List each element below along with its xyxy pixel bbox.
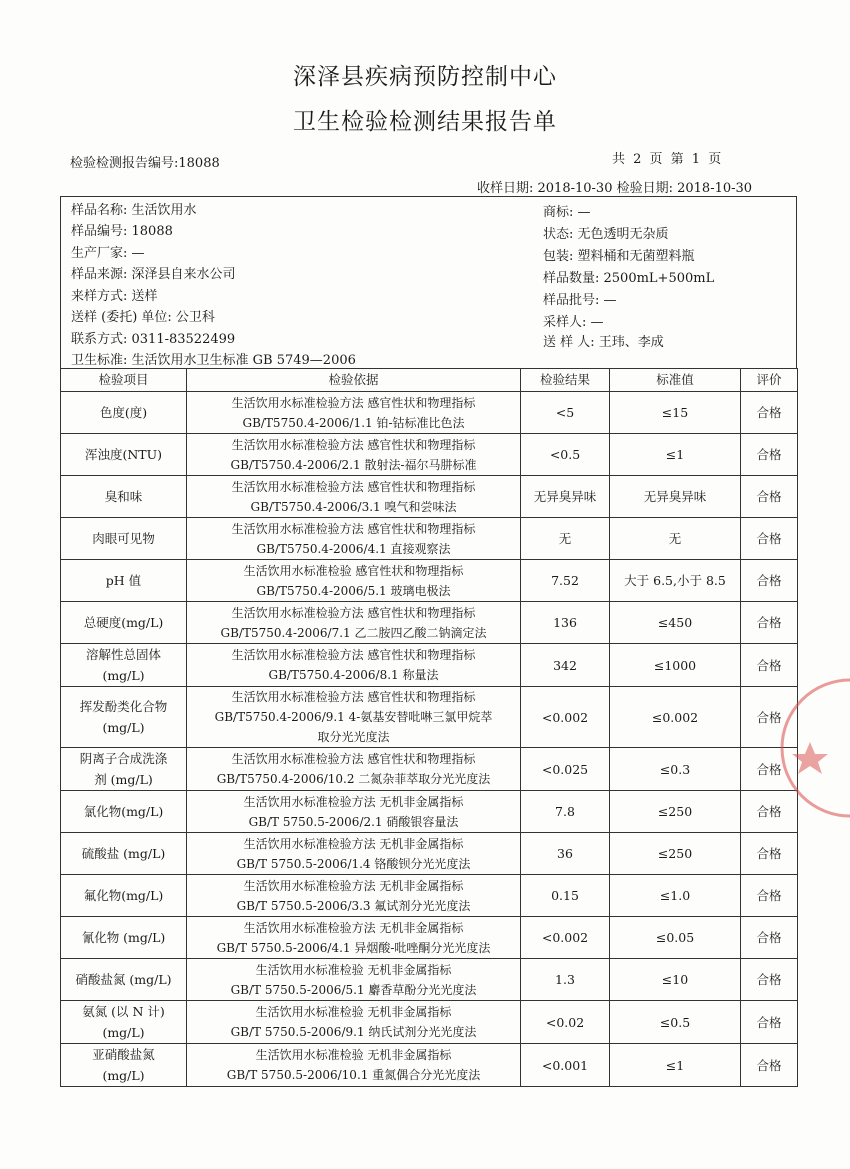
table-row: [61, 602, 798, 644]
item-line: 溶解性总固体: [85, 647, 161, 662]
org-title: 深泽县疾病预防控制中心: [293, 64, 557, 90]
page-count: 共 2 页 第 1 页: [612, 152, 722, 167]
standard-cell: ≤450: [610, 602, 741, 644]
basis-cell: [187, 560, 521, 602]
receive-test-dates: 收样日期: 2018-10-30 检验日期: 2018-10-30: [477, 181, 753, 196]
basis-line: GB/T 5750.5-2006/3.3 氟试剂分光光度法: [236, 898, 471, 913]
table-row: [61, 392, 798, 434]
eval-cell: 合格: [741, 1001, 798, 1044]
basis-line: 生活饮用水标准检验 无机非金属指标: [255, 962, 452, 977]
basis-line: GB/T5750.4-2006/1.1 铂-钴标准比色法: [242, 415, 465, 430]
table-row: [61, 434, 798, 476]
basis-line: 生活饮用水标准检验方法 感官性状和物理指标: [231, 479, 476, 494]
basis-line: 生活饮用水标准检验方法 感官性状和物理指标: [231, 395, 476, 410]
basis-cell: [187, 434, 521, 476]
eval-cell: 合格: [741, 687, 798, 748]
basis-line: 生活饮用水标准检验 无机非金属指标: [255, 1005, 452, 1019]
header-item: 检验项目: [61, 369, 187, 392]
table-row: [61, 476, 798, 518]
standard-cell: ≤1: [610, 434, 741, 476]
basis-line: 生活饮用水标准检验方法 感官性状和物理指标: [231, 690, 476, 704]
result-cell: <0.002: [521, 687, 610, 748]
basis-line: GB/T 5750.5-2006/1.4 铬酸钡分光光度法: [236, 856, 471, 871]
eval-cell: 合格: [741, 392, 798, 434]
result-cell: 7.8: [521, 791, 610, 833]
standard-cell: ≤10: [610, 959, 741, 1001]
item-cell: [61, 644, 187, 687]
eval-cell: 合格: [741, 476, 798, 518]
item-line: 挥发酚类化合物: [79, 699, 168, 714]
basis-line: GB/T5750.4-2006/3.1 嗅气和尝味法: [250, 499, 457, 514]
basis-line: GB/T5750.4-2006/7.1 乙二胺四乙酸二钠滴定法: [220, 625, 487, 640]
table-row: [61, 1044, 798, 1087]
sample-quantity: 样品数量: 2500mL+500mL: [543, 271, 715, 286]
result-cell: 0.15: [521, 875, 610, 917]
trademark: 商标: —: [543, 205, 591, 220]
item-line: 氨氮 (以 N 计): [82, 1004, 165, 1019]
basis-cell: [187, 748, 521, 791]
item-cell: [61, 748, 187, 791]
item-line: (mg/L): [102, 1025, 145, 1040]
item-cell: 总硬度(mg/L): [61, 602, 187, 644]
table-row: [61, 518, 798, 560]
sample-info-box: [60, 196, 797, 368]
item-line: 剂 (mg/L): [94, 772, 153, 787]
result-cell: 无: [521, 518, 610, 560]
header-standard: 标准值: [610, 369, 741, 392]
basis-line: 生活饮用水标准检验 无机非金属指标: [255, 1048, 452, 1062]
result-cell: <0.002: [521, 917, 610, 959]
header-eval: 评价: [741, 369, 798, 392]
eval-cell: 合格: [741, 644, 798, 687]
standard-cell: ≤1000: [610, 644, 741, 687]
basis-cell: [187, 791, 521, 833]
basis-line: 取分光光度法: [317, 730, 390, 744]
item-cell: 氰化物 (mg/L): [61, 917, 187, 959]
table-row: [61, 687, 798, 748]
manufacturer: 生产厂家: —: [71, 246, 145, 261]
basis-line: GB/T5750.4-2006/9.1 4-氨基安替吡啉三氯甲烷萃: [214, 710, 493, 724]
basis-cell: [187, 875, 521, 917]
sample-name: 样品名称: 生活饮用水: [71, 203, 197, 218]
eval-cell: 合格: [741, 917, 798, 959]
result-cell: 无异臭异味: [521, 476, 610, 518]
basis-cell: [187, 476, 521, 518]
table-row: [61, 959, 798, 1001]
result-cell: 7.52: [521, 560, 610, 602]
table-header-row: [61, 369, 798, 392]
standard-cell: ≤1.0: [610, 875, 741, 917]
basis-cell: [187, 644, 521, 687]
item-cell: 氟化物(mg/L): [61, 875, 187, 917]
eval-cell: 合格: [741, 560, 798, 602]
report-title: 卫生检验检测结果报告单: [293, 109, 557, 135]
item-line: 亚硝酸盐氮: [92, 1047, 155, 1062]
item-cell: pH 值: [61, 560, 187, 602]
basis-line: 生活饮用水标准检验方法 无机非金属指标: [243, 920, 464, 935]
eval-cell: 合格: [741, 959, 798, 1001]
result-cell: 342: [521, 644, 610, 687]
standard-cell: 无异臭异味: [610, 476, 741, 518]
basis-line: 生活饮用水标准检验方法 感官性状和物理指标: [231, 648, 476, 662]
result-cell: 36: [521, 833, 610, 875]
basis-cell: [187, 917, 521, 959]
eval-cell: 合格: [741, 748, 798, 791]
standard-cell: ≤15: [610, 392, 741, 434]
results-table: [60, 368, 798, 1087]
basis-line: GB/T 5750.5-2006/4.1 异烟酸-吡唑酮分光光度法: [216, 940, 491, 955]
basis-line: 生活饮用水标准检验方法 感官性状和物理指标: [231, 752, 476, 766]
table-row: [61, 1001, 798, 1044]
header-result: 检验结果: [521, 369, 610, 392]
basis-line: 生活饮用水标准检验方法 感官性状和物理指标: [231, 521, 476, 536]
item-line: (mg/L): [102, 668, 145, 683]
basis-line: GB/T5750.4-2006/2.1 散射法-福尔马肼标准: [230, 457, 477, 472]
basis-line: 生活饮用水标准检验方法 感官性状和物理指标: [231, 605, 476, 620]
basis-line: 生活饮用水标准检验方法 无机非金属指标: [243, 836, 464, 851]
basis-line: 生活饮用水标准检验方法 无机非金属指标: [243, 878, 464, 893]
sample-state: 状态: 无色透明无杂质: [543, 227, 669, 242]
client-unit: 送样 (委托) 单位: 公卫科: [71, 310, 215, 325]
eval-cell: 合格: [741, 1044, 798, 1087]
result-cell: <0.001: [521, 1044, 610, 1087]
basis-line: GB/T 5750.5-2006/9.1 纳氏试剂分光光度法: [230, 1025, 477, 1039]
contact-phone: 联系方式: 0311-83522499: [71, 332, 236, 347]
header-basis: 检验依据: [187, 369, 521, 392]
standard-cell: ≤250: [610, 833, 741, 875]
result-cell: <5: [521, 392, 610, 434]
eval-cell: 合格: [741, 434, 798, 476]
basis-line: GB/T 5750.5-2006/10.1 重氮偶合分光光度法: [226, 1068, 481, 1082]
basis-line: 生活饮用水标准检验方法 感官性状和物理指标: [231, 437, 476, 452]
basis-line: GB/T5750.4-2006/10.2 二氮杂菲萃取分光光度法: [216, 772, 491, 786]
table-row: [61, 748, 798, 791]
packaging: 包装: 塑料桶和无菌塑料瓶: [543, 249, 695, 264]
eval-cell: 合格: [741, 791, 798, 833]
item-line: (mg/L): [102, 720, 145, 735]
standard-cell: ≤0.5: [610, 1001, 741, 1044]
basis-line: 生活饮用水标准检验 感官性状和物理指标: [243, 563, 464, 578]
delivery-method: 来样方式: 送样: [71, 289, 158, 304]
basis-line: GB/T 5750.5-2006/2.1 硝酸银容量法: [248, 814, 459, 829]
basis-cell: [187, 959, 521, 1001]
result-cell: <0.02: [521, 1001, 610, 1044]
basis-line: GB/T 5750.5-2006/5.1 麝香草酚分光光度法: [230, 982, 477, 997]
standard-cell: 无: [610, 518, 741, 560]
item-cell: 臭和味: [61, 476, 187, 518]
item-cell: 硝酸盐氮 (mg/L): [61, 959, 187, 1001]
table-row: [61, 791, 798, 833]
item-line: 阴离子合成洗涤: [79, 751, 168, 766]
table-row: [61, 833, 798, 875]
standard-cell: ≤0.002: [610, 687, 741, 748]
table-row: [61, 560, 798, 602]
item-line: (mg/L): [102, 1068, 145, 1083]
eval-cell: 合格: [741, 833, 798, 875]
eval-cell: 合格: [741, 602, 798, 644]
standard-cell: ≤0.3: [610, 748, 741, 791]
standard-cell: ≤0.05: [610, 917, 741, 959]
result-cell: <0.5: [521, 434, 610, 476]
table-row: [61, 875, 798, 917]
basis-cell: [187, 1001, 521, 1044]
item-cell: 色度(度): [61, 392, 187, 434]
basis-cell: [187, 392, 521, 434]
sampler: 采样人: —: [543, 315, 604, 330]
item-cell: [61, 687, 187, 748]
standard-cell: ≤1: [610, 1044, 741, 1087]
report-number: 检验检测报告编号:18088: [70, 156, 220, 171]
standard-cell: ≤250: [610, 791, 741, 833]
result-cell: 136: [521, 602, 610, 644]
hygiene-standard: 卫生标准: 生活饮用水卫生标准 GB 5749—2006: [71, 353, 356, 368]
basis-line: GB/T5750.4-2006/8.1 称量法: [268, 668, 439, 682]
basis-cell: [187, 687, 521, 748]
item-cell: [61, 1044, 187, 1087]
basis-cell: [187, 833, 521, 875]
table-row: [61, 917, 798, 959]
basis-line: GB/T5750.4-2006/4.1 直接观察法: [256, 541, 451, 556]
basis-cell: [187, 1044, 521, 1087]
eval-cell: 合格: [741, 875, 798, 917]
item-cell: [61, 1001, 187, 1044]
basis-line: GB/T5750.4-2006/5.1 玻璃电极法: [256, 583, 451, 598]
item-cell: 肉眼可见物: [61, 518, 187, 560]
item-cell: 硫酸盐 (mg/L): [61, 833, 187, 875]
item-cell: 氯化物(mg/L): [61, 791, 187, 833]
eval-cell: 合格: [741, 518, 798, 560]
sample-batch: 样品批号: —: [543, 293, 617, 308]
sample-source: 样品来源: 深泽县自来水公司: [71, 267, 236, 282]
basis-cell: [187, 518, 521, 560]
basis-cell: [187, 602, 521, 644]
result-cell: 1.3: [521, 959, 610, 1001]
basis-line: 生活饮用水标准检验方法 无机非金属指标: [243, 794, 464, 809]
sender: 送 样 人: 王玮、李成: [543, 335, 664, 350]
sample-number: 样品编号: 18088: [71, 224, 173, 239]
table-row: [61, 644, 798, 687]
standard-cell: 大于 6.5,小于 8.5: [610, 560, 741, 602]
item-cell: 浑浊度(NTU): [61, 434, 187, 476]
result-cell: <0.025: [521, 748, 610, 791]
